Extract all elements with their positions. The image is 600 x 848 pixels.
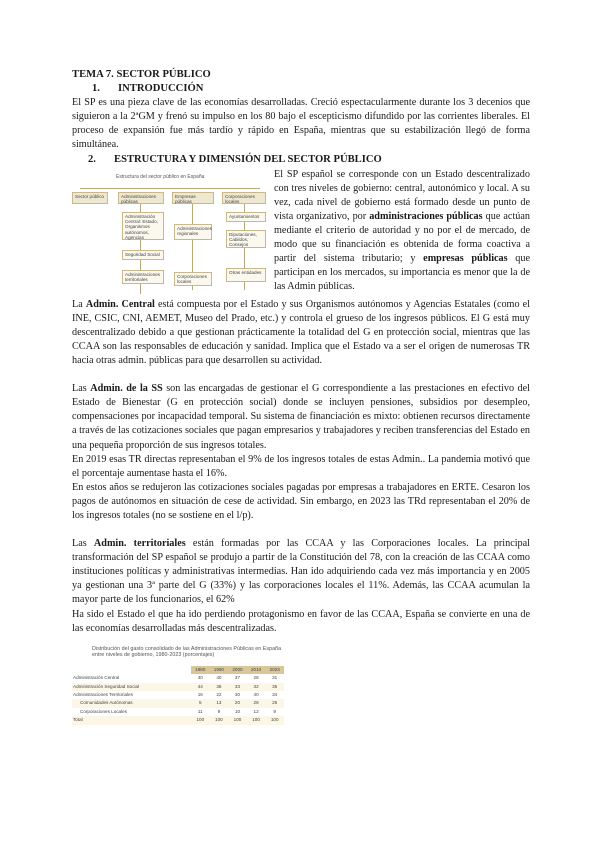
diagram-connector (80, 188, 260, 189)
ss-2019-paragraph: En 2019 esas TR directas representaban el 9% de los ingresos totales de estas Admin.. La pandemia motivó que el porcentaje aumentase hasta el 16%. (72, 453, 530, 479)
paragraph-text: son las encargadas de gestionar el G correspondiente a las prestaciones en efectivo del Estado de Bienestar (G en protección social) donde se incluyen pensiones, subsidios por desempleo, compensaciones por incapacidad temporal. Su sistema de financiación es mixto: obtienen recursos directamente a través de las cotizaciones sociales que pagan empresarios y trabajadores y reciben transferencias del Estado en una pequeña proporción de sus ingresos totales. (72, 383, 530, 451)
section-2-number: 2. (88, 153, 96, 165)
ss-erte-paragraph: En estos años se redujeron las cotizaciones sociales pagadas por empresas a trabajadores en ERTE. Cesaron los pagos de autónomos en situación de cese de actividad. Sin embargo, en 2023 las TRd representaban el 20% de los ingresos totales (no se sostiene en el l/p). (72, 481, 530, 521)
row-label: Comunidades Autónomas (72, 699, 191, 707)
table-cell: 16 (197, 691, 203, 697)
table-cell: 40 (253, 691, 259, 697)
table-cell: 13 (210, 699, 229, 707)
section-1-number: 1. (92, 83, 100, 95)
table-cell: 100 (265, 716, 284, 724)
table-cell: 33 (228, 683, 247, 691)
section-2-intro (274, 168, 530, 298)
table-cell: 22 (216, 691, 222, 697)
section-2-intro-row (72, 168, 530, 298)
term-admin-ss: Admin. de la SS (90, 383, 163, 395)
column-header: 1980 (191, 666, 210, 674)
gasto-table-figure (72, 646, 284, 730)
column-header: 1990 (210, 666, 229, 674)
spacer (72, 368, 530, 382)
diagram-title: Estructura del sector público en España (116, 173, 205, 180)
diagram-otras: Otras entidades (226, 268, 266, 282)
diagram-admin-regionales: Administraciones regionales (174, 224, 212, 240)
row-label: Administraciones Territoriales (73, 691, 133, 697)
table-row (72, 691, 284, 699)
table-cell: 40 (197, 675, 203, 681)
intro-text: que participan en los mercados, su importancia es menor que la de las Admin públicas. (274, 253, 530, 293)
table-cell: 40 (216, 675, 222, 681)
admin-ss-paragraph (72, 382, 530, 452)
term-empresas-publicas: empresas públicas (423, 253, 508, 265)
table-cell: 30 (234, 691, 241, 697)
table-cell: 11 (197, 708, 203, 714)
spacer (72, 523, 530, 537)
table-cell: 32 (247, 683, 266, 691)
diagram-admin-central: Administración Central: Estado, Organismos autónomos, Agencias (122, 212, 164, 240)
diagram-admin-territoriales: Administraciones territoriales (122, 270, 164, 284)
table-row (72, 674, 284, 682)
descentralizacion-paragraph: Ha sido el Estado el que ha ido perdiendo protagonismo en favor de las CCAA, España se convierte en una de las economías desarrolladas más descentralizadas. (72, 608, 530, 634)
document-page (72, 68, 530, 730)
table-cell: 10 (234, 708, 241, 714)
table-cell: 100 (210, 716, 229, 724)
table-cell: 9 (217, 708, 221, 714)
table-title: Distribución del gasto consolidado de las Administraciones Públicas en España entre niveles de gobierno, 1980-2023 (porcentajes) (92, 645, 282, 658)
table-cell: 9 (273, 708, 276, 714)
row-label: Corporaciones Locales (80, 708, 127, 714)
table-row (72, 699, 284, 707)
intro-text: El SP español se corresponde con un Estado descentralizado con tres niveles de gobierno: central, autonómico y local. A su vez, cada nivel de gobierno está formado desde un punto de vista organizativo, por (274, 168, 530, 222)
table-cell: 37 (234, 675, 241, 681)
admin-central-paragraph (72, 298, 530, 368)
document-title: TEMA 7. SECTOR PÚBLICO (72, 69, 211, 80)
table-cell: 44 (191, 683, 210, 691)
diagram-box-empresas: Empresas públicas (172, 192, 214, 204)
diagram-box-admin: Administraciones públicas (118, 192, 164, 204)
section-1-title: INTRODUCCIÓN (118, 83, 204, 95)
section-1-heading (72, 82, 530, 96)
table-cell: 12 (253, 708, 259, 714)
table-header-row (72, 666, 284, 674)
diagram-seguridad-social: Seguridad Social (122, 250, 164, 260)
table-cell: 28 (253, 675, 259, 681)
table-cell: 25 (265, 699, 284, 707)
paragraph-text: están formadas por las CCAA y las Corporaciones locales. La principal transformación del SP español se produjo a partir de la Constitución del 78, con la creación de las CCAA como instituciones políticas y administrativas intermedias. Han ido adquiriendo cada vez más importancia y en 2005 ya gestionan una 3ª parte del G (33%) y las corporaciones locales el 11%. Además, las CCAA acumulan la mayor parte de los funcionarios, el 62% (72, 538, 530, 606)
column-header: 2010 (247, 666, 266, 674)
table-cell: 100 (191, 716, 210, 724)
row-label: Total (72, 716, 191, 724)
admin-territoriales-paragraph (72, 537, 530, 607)
table-cell: 100 (247, 716, 266, 724)
diagram-box-local: Corporaciones locales (222, 192, 266, 204)
term-administraciones-publicas: administraciones públicas (369, 210, 483, 222)
paragraph-text: Las (72, 538, 94, 550)
table-corner (72, 666, 191, 674)
diagram-ayuntamientos: Ayuntamientos (226, 212, 266, 222)
table-row (72, 708, 284, 716)
diagram-diputaciones: Diputaciones, Cabildos, Consejos (226, 230, 266, 248)
term-admin-central: Admin. Central (85, 298, 155, 310)
term-admin-territoriales: Admin. territoriales (93, 538, 186, 550)
table-cell: 35 (265, 683, 284, 691)
section-2-title: ESTRUCTURA Y DIMENSIÓN DEL SECTOR PÚBLICO (114, 153, 382, 165)
diagram-box-sector: Sector público (72, 192, 108, 204)
table-cell: 20 (228, 699, 247, 707)
table-cell: 100 (228, 716, 247, 724)
row-label: Administración Seguridad Social (72, 683, 191, 691)
table-cell: 5 (191, 699, 210, 707)
paragraph-text: La (72, 298, 86, 310)
table-cell: 31 (272, 675, 278, 681)
paragraph-text: Las (72, 383, 91, 395)
section-2-heading (72, 153, 530, 167)
intro-text: que actúan mediante el criterio de autoridad y no por el de mercado, de modo que su financiación es obtenida de forma coactiva a partir del sistema tributario; y (274, 210, 530, 265)
table-row (72, 716, 284, 724)
diagram-corp-locales: Corporaciones locales (174, 272, 212, 286)
paragraph-text: está compuesta por el Estado y sus Organismos autónomos y Agencias Estatales (como el INE, CSIC, CNI, AEMET, Museo del Prado, etc.) y controla el grueso de los ingresos públicos. El G está muy descentralizado debido a que gestionan prácticamente la totalidad del G en protección social, mientras que las CCAA son las responsables de educación y sanidad. Implica que el Estado va a ser el origen de numerosas TR hacia otras admin. públicas para que desarrollen su actividad. (72, 298, 531, 367)
column-header: 2000 (228, 666, 247, 674)
table-cell: 28 (247, 699, 266, 707)
gasto-table (72, 666, 284, 725)
table-cell: 34 (272, 691, 278, 697)
table-row (72, 683, 284, 691)
row-label: Administración Central (73, 675, 120, 681)
table-body (72, 674, 284, 724)
structure-diagram (72, 170, 266, 298)
table-cell: 38 (210, 683, 229, 691)
section-1-paragraph: El SP es una pieza clave de las economías desarrolladas. Creció espectacularmente durante los 3 decenios que siguieron a la 2ªGM y frenó su impulso en los 80 bajo el escepticismo difundido por las corrientes liberales. El proceso de expansión fue más tardío y rápido en España, mientras que su estabilización llegó de forma simultánea. (72, 97, 530, 151)
column-header: 2023 (265, 666, 284, 674)
